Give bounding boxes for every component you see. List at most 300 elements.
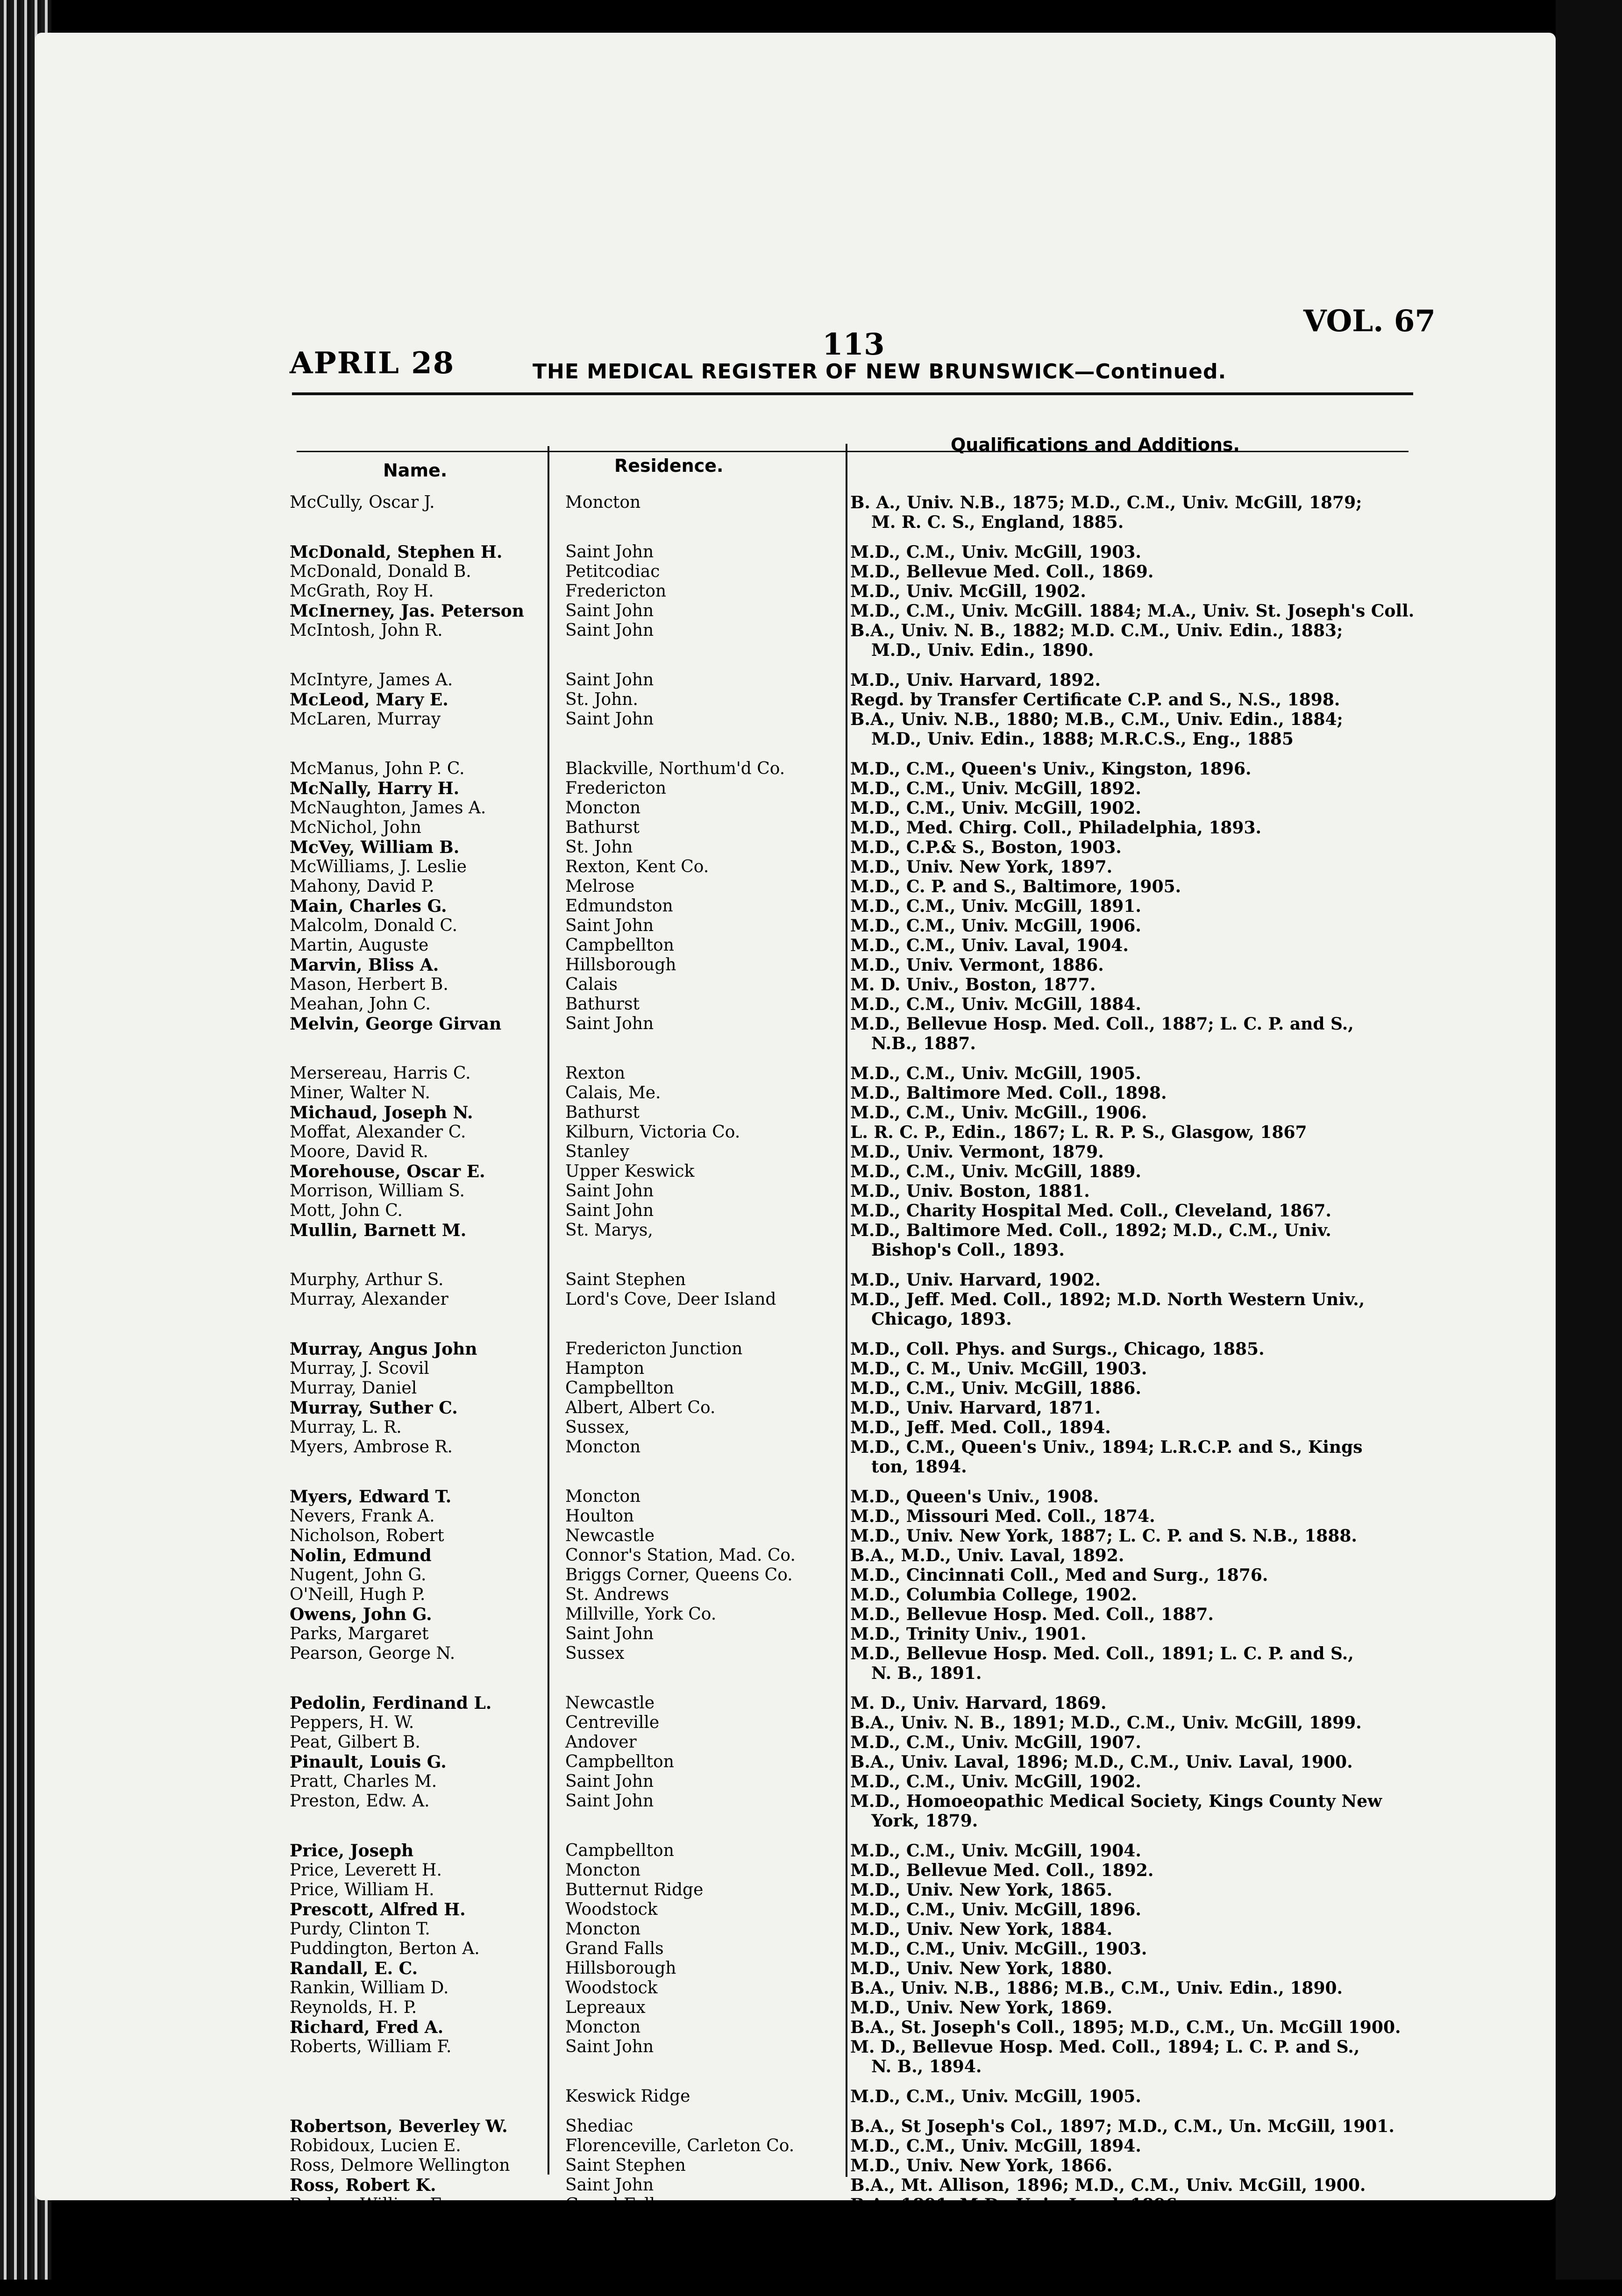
cell-residence: Saint Stephen <box>565 1270 686 1289</box>
table-row <box>35 1978 1556 2001</box>
table-row <box>35 818 1556 840</box>
cell-qualifications: M.D., Bellevue Hosp. Med. Coll., 1887. <box>850 1605 1214 1624</box>
table-row <box>35 995 1556 1017</box>
cell-name: McLeod, Mary E. <box>290 690 448 710</box>
table-row <box>35 1487 1556 1509</box>
cell-residence: Florenceville, Carleton Co. <box>565 2136 795 2155</box>
cell-residence: Melrose <box>565 877 635 896</box>
table-row <box>35 1605 1556 1627</box>
cell-qualifications: M.D., C.M., Univ. McGill., 1906. <box>850 1103 1147 1123</box>
cell-residence: St. John. <box>565 2234 638 2253</box>
cell-qualifications: B.A., St. Joseph's Coll., 1895; M.D., C.M., Un. McGill 1900. <box>850 2018 1401 2037</box>
table-row <box>35 1142 1556 1165</box>
cell-name: Peppers, H. W. <box>290 1713 414 1732</box>
cell-qualifications: M.D., Univ. Harvard, 1902. <box>850 1270 1101 1290</box>
cell-qualifications: M.D., Baltimore Med. Coll., 1892; M.D., C.M., Univ. <box>850 1221 1331 1240</box>
cell-qualifications: M.D., C.M., Univ. McGill. 1884; M.A., Univ. St. Joseph's Coll. <box>850 601 1415 621</box>
table-row <box>35 1201 1556 1223</box>
cell-qualifications: M.D., C.M., Univ. McGill, 1892. <box>850 779 1141 798</box>
cell-qualifications: M.D., Bellevue Med. Coll., 1892. <box>850 1861 1154 1880</box>
table-row-continuation <box>35 1034 1556 1056</box>
table-row <box>35 2136 1556 2159</box>
cell-qualifications: B.A., Univ. N.B., 1880; M.B., C.M., Univ. Edin., 1884; <box>850 710 1343 729</box>
cell-residence: Campbellton <box>565 1752 674 1771</box>
column-header-qualifications: Qualifications and Additions. <box>951 434 1240 455</box>
cell-residence: Bathurst <box>565 1103 640 1122</box>
cell-residence: Stanley <box>565 1142 629 1161</box>
cell-residence: Saint John <box>565 601 654 620</box>
cell-qualifications: B. A., Univ. N.B., 1875; M.D., C.M., Univ. McGill, 1879; <box>850 493 1362 512</box>
cell-qualifications: M.D., Univ. New York, 1887; L. C. P. and S. N.B., 1888. <box>850 1526 1357 1546</box>
cell-residence: Albert, Albert Co. <box>565 1398 716 1417</box>
book-binding-shadow <box>1556 0 1622 2280</box>
cell-residence: Kilburn, Victoria Co. <box>565 1123 740 1142</box>
cell-qualifications: M.D., Med. Chirg. Coll., Philadelphia, 1893. <box>850 818 1262 838</box>
table-row-continuation <box>35 1663 1556 1686</box>
table-row <box>35 2037 1556 2060</box>
cell-name: Murray, Daniel <box>290 1379 417 1398</box>
table-row <box>35 690 1556 712</box>
table-row <box>35 896 1556 919</box>
table-row <box>35 1064 1556 1086</box>
cell-residence: Briggs Corner, Queens Co. <box>565 1565 793 1585</box>
table-row <box>35 493 1556 515</box>
cell-name: Ruddick, Robert C. <box>290 2254 452 2273</box>
table-row <box>35 601 1556 624</box>
cell-name: Morehouse, Oscar E. <box>290 1162 485 1181</box>
table-row <box>35 1880 1556 1903</box>
cell-residence: Hampton <box>565 1359 645 1378</box>
cell-name: Roberts, William F. <box>290 2037 452 2056</box>
cell-residence: Upper Keswick <box>565 1162 695 1181</box>
cell-name: Rowley, William E. <box>290 2195 448 2214</box>
cell-name: Melvin, George Girvan <box>290 1014 502 1034</box>
cell-name: Peat, Gilbert B. <box>290 1733 420 1752</box>
cell-residence: Connor's Station, Mad. Co. <box>565 1546 796 1565</box>
cell-name: Ryan, John H. <box>290 2274 407 2293</box>
cell-residence: Butternut Ridge <box>565 1880 704 1899</box>
cell-qualifications: Regd. by Transfer Certificate C.P. and S., N.S., 1898. <box>850 690 1340 710</box>
cell-qualifications: M.D., Univ. Vermont, 1879. <box>850 1142 1104 1162</box>
table-row <box>35 1861 1556 1883</box>
table-row <box>35 2274 1556 2296</box>
cell-qualifications: M.D., C.M., Univ. McGill, 1894. <box>850 2136 1141 2156</box>
cell-qualifications-continued: ton, 1894. <box>871 1457 967 1477</box>
cell-residence: Saint John <box>565 2175 654 2195</box>
cell-name: McDonald, Donald B. <box>290 562 471 581</box>
cell-residence: Moncton <box>565 493 641 512</box>
table-row <box>35 1644 1556 1666</box>
cell-residence: Campbellton <box>565 1379 674 1398</box>
table-row <box>35 936 1556 958</box>
cell-qualifications: M.D., Univ. New York, 1866. <box>850 2156 1113 2175</box>
cell-name: McNichol, John <box>290 818 421 837</box>
cell-name: Murray, L. R. <box>290 1418 402 1437</box>
cell-qualifications: M.D., Univ. Vermont, 1886. <box>850 955 1104 975</box>
table-row <box>35 1900 1556 1922</box>
cell-residence: Fredericton Junction <box>565 1339 743 1358</box>
cell-qualifications-continued: M.D., Univ. Edin., 1890. <box>871 640 1094 660</box>
cell-residence: Hillsborough <box>565 1959 676 1978</box>
table-row <box>35 621 1556 643</box>
cell-residence: Grand Falls <box>565 1939 664 1958</box>
table-row <box>35 670 1556 693</box>
cell-name: Randall, E. C. <box>290 1959 418 1978</box>
table-row <box>35 2156 1556 2178</box>
cell-qualifications: M.D., C.M., Univ. McGill, 1906. <box>850 916 1141 936</box>
table-row <box>35 1339 1556 1362</box>
table-row <box>35 1290 1556 1312</box>
table-row-continuation <box>35 2057 1556 2079</box>
cell-name: McCully, Oscar J. <box>290 493 435 512</box>
cell-qualifications: M.D., C.M., Univ. McGill, 1884. <box>850 995 1141 1014</box>
cell-residence: Newcastle <box>565 1526 655 1545</box>
table-row <box>35 1624 1556 1647</box>
cell-residence: Saint John <box>565 621 654 640</box>
cell-name: Ryan, Edward J. <box>290 2234 437 2254</box>
table-row <box>35 1221 1556 1243</box>
cell-residence: Rexton <box>565 1064 626 1083</box>
cell-residence: St. John <box>565 2215 633 2234</box>
cell-qualifications: M.D., C.M., Univ. McGill, 1891. <box>850 896 1141 916</box>
cell-residence: Shediac <box>565 2117 633 2136</box>
cell-residence: St. John <box>565 838 633 857</box>
cell-name: Morrison, William S. <box>290 1181 465 1201</box>
cell-residence: Saint Stephen <box>565 2156 686 2175</box>
table-row <box>35 1270 1556 1293</box>
cell-residence: Saint John <box>565 1201 654 1220</box>
column-header-rule <box>297 451 1409 452</box>
table-row <box>35 1791 1556 1814</box>
table-row <box>35 779 1556 801</box>
table-row <box>35 1841 1556 1863</box>
cell-residence: Calais, Me. <box>565 1083 661 1102</box>
cell-qualifications: M.D., C.M., Univ. McGill, 1905. <box>850 1064 1141 1083</box>
cell-qualifications: M.D., Trinity Univ., 1901. <box>850 1624 1087 1644</box>
cell-qualifications: M.D., Bellevue Med. Coll., 1869. <box>850 562 1154 582</box>
cell-name: Ross, Delmore Wellington <box>290 2156 510 2175</box>
cell-qualifications: M.D., Jeff. Med. Coll., 1894. <box>850 1418 1111 1437</box>
cell-residence: Bathurst <box>565 818 640 837</box>
table-row <box>35 759 1556 782</box>
cell-name: Pearson, George N. <box>290 1644 455 1663</box>
cell-name: Michaud, Joseph N. <box>290 1103 473 1123</box>
cell-residence: Saint John <box>565 1014 654 1033</box>
cell-qualifications: M.D., C.P.& S., Baltimore, 1908. <box>850 2215 1150 2234</box>
cell-residence: Andover <box>565 1733 637 1752</box>
table-row <box>35 1083 1556 1106</box>
cell-qualifications: M.D., C.M., Univ. McGill, 1886. <box>850 1379 1141 1398</box>
cell-name: McNally, Harry H. <box>290 779 460 798</box>
cell-qualifications: M. D., Univ. Harvard, 1869. <box>850 1693 1107 1713</box>
cell-name: Price, Joseph <box>290 1841 414 1861</box>
cell-qualifications: B.A., St Joseph's Col., 1897; M.D., C.M., Un. McGill, 1901. <box>850 2117 1394 2136</box>
cell-residence: Woodstock <box>565 1978 658 1997</box>
cell-name: McVey, William B. <box>290 838 460 857</box>
cell-qualifications: M.D., Columbia College, 1902. <box>850 1585 1138 1605</box>
cell-qualifications: M.D., Bellevue Hosp. Med. Coll., 1891; L. C. P. and S., <box>850 1644 1354 1663</box>
cell-qualifications: M.D., C.M., Univ. McGill, 1902. <box>850 798 1141 818</box>
cell-qualifications: M.D., Univ. Boston, 1881. <box>850 1181 1090 1201</box>
table-row <box>35 2234 1556 2257</box>
cell-name: Miner, Walter N. <box>290 1083 430 1102</box>
cell-name: Main, Charles G. <box>290 896 447 916</box>
cell-residence: Moncton <box>565 1437 641 1457</box>
cell-residence: Saint John <box>565 670 654 690</box>
cell-residence: Saint John <box>565 542 654 562</box>
cell-qualifications: M.D., Cincinnati Coll., Med and Surg., 1876. <box>850 1565 1268 1585</box>
cell-name: Mason, Herbert B. <box>290 975 448 994</box>
table-row <box>35 916 1556 938</box>
cell-residence: Petitcodiac <box>565 562 660 581</box>
cell-name: Malcolm, Donald C. <box>290 916 458 935</box>
cell-qualifications: M.D., C.M., Queen's Univ., 1894; L.R.C.P. and S., Kings <box>850 1437 1363 1457</box>
table-row <box>35 2087 1556 2109</box>
cell-qualifications: M.D., Univ. McGill, 1902. <box>850 582 1086 601</box>
cell-qualifications: M.D., C.P.& S., Boston, 1903. <box>850 838 1122 857</box>
column-header-name: Name. <box>383 460 448 481</box>
table-row <box>35 955 1556 978</box>
cell-residence: St. Marys, <box>565 1221 653 1240</box>
cell-qualifications: M.D., C.M., Univ. McGill, 1903. <box>850 542 1141 562</box>
table-title: THE MEDICAL REGISTER OF NEW BRUNSWICK—Continued. <box>533 360 1227 384</box>
table-row <box>35 1359 1556 1381</box>
cell-residence: Saint John <box>565 710 654 729</box>
cell-residence: Saint John <box>565 1772 654 1791</box>
table-row <box>35 1418 1556 1440</box>
cell-name: Moffat, Alexander C. <box>290 1123 466 1142</box>
cell-qualifications: B.A., Univ. Laval, 1896; M.D., C.M., Univ. Laval, 1900. <box>850 1752 1353 1772</box>
cell-name: Murray, Angus John <box>290 1339 477 1359</box>
cell-residence: Saint John <box>565 916 654 935</box>
table-row <box>35 2117 1556 2139</box>
cell-name: Myers, Edward T. <box>290 1487 452 1507</box>
cell-name: Reynolds, H. P. <box>290 1998 417 2017</box>
header-volume: VOL. 67 <box>1303 304 1436 339</box>
cell-residence: Keswick Ridge <box>565 2087 690 2106</box>
cell-name: Pinault, Louis G. <box>290 1752 447 1772</box>
cell-name: Murray, J. Scovil <box>290 1359 429 1378</box>
cell-qualifications: M.D., Queen's Univ., 1908. <box>850 1487 1099 1507</box>
cell-residence: Moncton <box>565 1861 641 1880</box>
title-rule <box>292 392 1413 395</box>
cell-qualifications-continued: N. B., 1894. <box>871 2057 982 2076</box>
cell-qualifications: M.D., C.M., Univ. McGill, 1907. <box>850 1733 1141 1752</box>
cell-qualifications: M.D., Univ. Harvard, 1871. <box>850 1398 1101 1418</box>
cell-name: Prescott, Alfred H. <box>290 1900 466 1919</box>
cell-residence: Calais <box>565 975 618 994</box>
cell-name: Martin, Auguste <box>290 936 429 955</box>
cell-residence: Sussex, <box>565 1418 630 1437</box>
cell-qualifications: L. R. C. P., Edin., 1867; L. R. P. S., Glasgow, 1867 <box>850 1123 1307 1142</box>
cell-name: McDonald, Stephen H. <box>290 542 503 562</box>
table-row <box>35 798 1556 821</box>
table-row <box>35 1772 1556 1794</box>
cell-residence: Houlton <box>565 1507 634 1526</box>
cell-residence: St. Andrews <box>565 1585 669 1604</box>
table-row <box>35 1693 1556 1716</box>
cell-qualifications: M.D., Univ. New York, 1880. <box>850 1959 1113 1978</box>
cell-qualifications-continued: Bishop's Coll., 1893. <box>871 1240 1065 1260</box>
cell-name: Parks, Margaret <box>290 1624 429 1643</box>
table-row <box>35 1507 1556 1529</box>
cell-name: McNaughton, James A. <box>290 798 486 817</box>
cell-residence: Grand Falls <box>565 2195 664 2214</box>
cell-qualifications: B.A., M.D., Univ. Laval, 1892. <box>850 1546 1124 1565</box>
cell-name: Ross, Robert K. <box>290 2175 436 2195</box>
cell-qualifications: M.D., Charity Hospital Med. Coll., Cleveland, 1867. <box>850 1201 1331 1221</box>
table-row <box>35 582 1556 604</box>
cell-qualifications-continued: M. R. C. S., England, 1885. <box>871 512 1124 532</box>
cell-residence: Rexton, Kent Co. <box>565 857 709 876</box>
cell-qualifications-continued: N. B., 1891. <box>871 1663 982 1683</box>
cell-name: Nevers, Frank A. <box>290 1507 435 1526</box>
cell-qualifications: M.D., C.M., Univ. McGill, 1905. <box>850 2087 1141 2106</box>
cell-residence: Campbellton <box>565 936 674 955</box>
cell-qualifications: M.D., Coll. Phys. and Surgs., Chicago, 1885. <box>850 1339 1265 1359</box>
cell-name: Pedolin, Ferdinand L. <box>290 1693 492 1713</box>
table-row <box>35 1103 1556 1125</box>
header-date: APRIL 28 <box>290 346 455 381</box>
cell-name: McIntyre, James A. <box>290 670 453 690</box>
cell-name: Price, William H. <box>290 1880 434 1899</box>
table-row <box>35 2215 1556 2237</box>
cell-name: McGrath, Roy H. <box>290 582 434 601</box>
cell-name: Murray, Suther C. <box>290 1398 458 1418</box>
cell-qualifications: M.D., C.M., Univ. McGill, 1904. <box>850 1841 1141 1861</box>
table-row-continuation <box>35 1309 1556 1332</box>
table-row <box>35 857 1556 880</box>
table-row <box>35 1162 1556 1184</box>
table-row <box>35 1379 1556 1401</box>
cell-name: Robidoux, Lucien E. <box>290 2136 461 2155</box>
cell-name: Rouleau, Charles B. <box>290 2215 459 2234</box>
cell-residence: Edmundston <box>565 896 673 916</box>
cell-residence: Sussex <box>565 2254 625 2273</box>
cell-qualifications-continued: York, 1879. <box>871 1811 978 1831</box>
cell-name: Meahan, John C. <box>290 995 431 1014</box>
cell-name: McManus, John P. C. <box>290 759 465 778</box>
cell-name: Mahony, David P. <box>290 877 434 896</box>
table-row <box>35 1998 1556 2020</box>
cell-qualifications: M.D., C.M., Univ. McGill, 1896. <box>850 1900 1141 1919</box>
table-row <box>35 562 1556 584</box>
cell-qualifications: Bellevue Hosp. Med. Coll., 1872. <box>850 2254 1158 2274</box>
table-row-continuation <box>35 512 1556 535</box>
table-row <box>35 1546 1556 1568</box>
cell-name: McInerney, Jas. Peterson <box>290 601 524 621</box>
table-row-continuation <box>35 1457 1556 1479</box>
cell-qualifications: M.D., Univ. New York, 1865. <box>850 1880 1113 1900</box>
cell-name: Robertson, Beverley W. <box>290 2117 508 2136</box>
cell-qualifications: B.A., Univ. N.B., 1886; M.B., C.M., Univ. Edin., 1890. <box>850 1978 1343 1998</box>
cell-name: Purdy, Clinton T. <box>290 1919 430 1939</box>
table-row <box>35 1437 1556 1460</box>
table-row <box>35 1565 1556 1588</box>
cell-residence: Moncton <box>565 1919 641 1939</box>
cell-name: Pratt, Charles M. <box>290 1772 437 1791</box>
cell-qualifications: M.D., Univ. New York, 1869. <box>850 1998 1113 2018</box>
cell-name: Owens, John G. <box>290 1605 432 1624</box>
header-page-number: 113 <box>822 327 885 362</box>
table-row <box>35 1919 1556 1942</box>
cell-qualifications: B.A., Mt. Allison, 1896; M.D., C.M., Univ. McGill, 1900. <box>850 2175 1366 2195</box>
cell-residence: Moncton <box>565 798 641 817</box>
cell-qualifications: M.D., C.M., Univ. McGill, 1902. <box>850 1772 1141 1791</box>
cell-qualifications-continued: Chicago, 1893. <box>871 1309 1012 1329</box>
cell-qualifications: M.D., Baltimore Med. Coll., 1898. <box>850 1083 1167 1103</box>
cell-residence: Fredericton <box>565 582 667 601</box>
table-row <box>35 1959 1556 1981</box>
table-row <box>35 1752 1556 1775</box>
cell-residence: Hillsborough <box>565 955 676 974</box>
cell-qualifications: M.D., Homoeopathic Medical Society, Kings County New <box>850 1791 1382 1811</box>
cell-name: Mersereau, Harris C. <box>290 1064 471 1083</box>
cell-qualifications: M.D., C. M., Univ. McGill, 1903. <box>850 1359 1147 1379</box>
register-page <box>35 33 1556 2293</box>
cell-residence: Sussex <box>565 1644 625 1663</box>
cell-residence: Saint John <box>565 1624 654 1643</box>
table-row <box>35 2175 1556 2198</box>
table-row-continuation <box>35 1811 1556 1834</box>
table-row <box>35 838 1556 860</box>
cell-residence: Blackville, Northum'd Co. <box>565 759 785 778</box>
table-row <box>35 975 1556 997</box>
cell-qualifications: M.D., Univ. New York, 1897. <box>850 857 1113 877</box>
cell-qualifications-continued: M.D., Univ. Edin., 1888; M.R.C.S., Eng., 1885 <box>871 729 1294 749</box>
cell-qualifications: B.A., 1891; M.D., Univ. Laval, 1896. <box>850 2195 1183 2215</box>
cell-residence: Saint John <box>565 2037 654 2056</box>
table-row <box>35 1526 1556 1549</box>
cell-qualifications: M.D., C.M., Univ. Laval, 1904. <box>850 936 1129 955</box>
cell-name: Nugent, John G. <box>290 1565 427 1585</box>
cell-qualifications: B.A., Univ. N. B., 1882; M.D. C.M., Univ. Edin., 1883; <box>850 621 1343 640</box>
cell-qualifications: M.D., Missouri Med. Coll., 1874. <box>850 1507 1155 1526</box>
cell-name: Puddington, Berton A. <box>290 1939 480 1958</box>
table-row <box>35 1585 1556 1607</box>
cell-name: Myers, Ambrose R. <box>290 1437 453 1457</box>
cell-qualifications: B.A., Univ. N. B., 1891; M.D., C.M., Univ. McGill, 1899. <box>850 1713 1362 1733</box>
cell-name: McWilliams, J. Leslie <box>290 857 467 876</box>
cell-name: Murray, Alexander <box>290 1290 448 1309</box>
table-row <box>35 1014 1556 1037</box>
column-header-residence: Residence. <box>614 455 724 476</box>
cell-qualifications: M. D., Bellevue Hosp. Med. Coll., 1894; L. C. P. and S., <box>850 2037 1360 2057</box>
cell-residence: Moncton <box>565 2018 641 2037</box>
cell-name: Marvin, Bliss A. <box>290 955 439 975</box>
cell-residence: Lepreaux <box>565 1998 646 2017</box>
cell-name: Richard, Fred A. <box>290 2018 444 2037</box>
cell-residence: St. John. <box>565 690 638 709</box>
cell-qualifications: M. D. Univ., Boston, 1877. <box>850 975 1096 995</box>
cell-name: Preston, Edw. A. <box>290 1791 430 1811</box>
cell-name: Nolin, Edmund <box>290 1546 432 1565</box>
cell-name: Mullin, Barnett M. <box>290 1221 467 1240</box>
table-row <box>35 1181 1556 1204</box>
cell-residence: Lord's Cove, Deer Island <box>565 1290 776 1309</box>
cell-residence: Bathurst <box>565 995 640 1014</box>
cell-qualifications: M.D., C. P. and S., Baltimore, 1905. <box>850 877 1181 896</box>
cell-residence: Newcastle <box>565 1693 655 1713</box>
cell-qualifications: M.D., Univ. Vermont, 1883. <box>850 2234 1104 2254</box>
cell-name: Price, Leverett H. <box>290 1861 442 1880</box>
cell-qualifications: M.D., Bellevue Hosp. Med. Coll., 1887; L. C. P. and S., <box>850 1014 1354 1034</box>
cell-residence: Fredericton <box>565 779 667 798</box>
table-row-continuation <box>35 1240 1556 1263</box>
cell-name: Murphy, Arthur S. <box>290 1270 444 1289</box>
cell-name: Rankin, William D. <box>290 1978 449 1997</box>
table-row <box>35 1398 1556 1421</box>
